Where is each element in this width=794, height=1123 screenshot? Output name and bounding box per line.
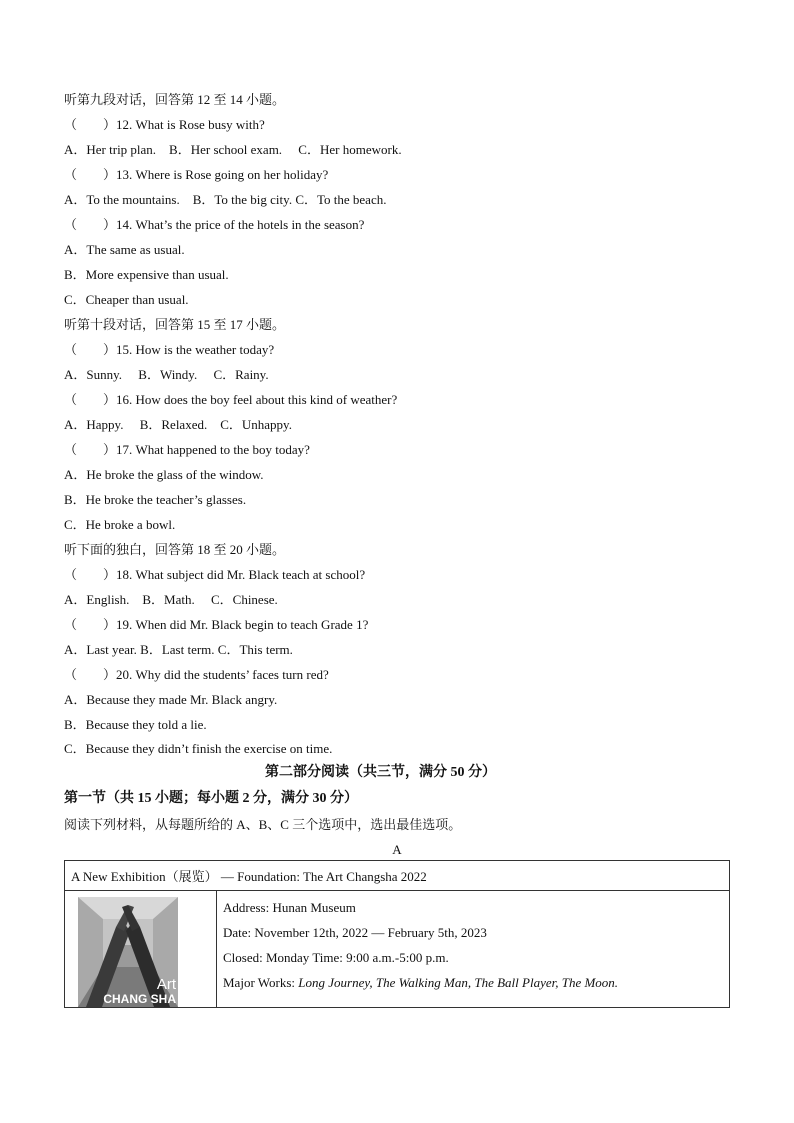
question-20-stem: （ ）20. Why did the students’ faces turn red? xyxy=(64,667,329,682)
question-13-stem: （ ）13. Where is Rose going on her holiday? xyxy=(64,167,329,182)
question-14-stem: （ ）14. What’s the price of the hotels in the season? xyxy=(64,217,365,232)
question-19-stem: （ ）19. When did Mr. Black begin to teach Grade 1? xyxy=(64,617,369,632)
part2-title: 第二部分阅读（共三节，满分 50 分） xyxy=(265,765,496,780)
question-18-options: A．English. B．Math. C．Chinese. xyxy=(64,592,278,607)
exhibition-details xyxy=(217,891,730,1008)
question-17-stem: （ ）17. What happened to the boy today? xyxy=(64,442,310,457)
section10-intro: 听第十段对话，回答第 15 至 17 小题。 xyxy=(64,317,286,332)
exhibition-image-cell xyxy=(65,891,217,1008)
section9-intro: 听第九段对话，回答第 12 至 14 小题。 xyxy=(64,92,286,107)
question-20-option-c: C．Because they didn’t finish the exercise on time. xyxy=(64,741,333,756)
section1-heading: 第一节（共 15 小题；每小题 2 分，满分 30 分） xyxy=(64,791,358,806)
question-12-options: A．Her trip plan. B．Her school exam. C．Her homework. xyxy=(64,142,402,157)
question-20-option-a: A．Because they made Mr. Black angry. xyxy=(64,692,278,707)
exhibition-header: A New Exhibition（展览） — Foundation: The Art Changsha 2022 xyxy=(65,861,730,891)
exhibition-poster-image xyxy=(78,897,178,1007)
question-16-options: A．Happy. B．Relaxed. C．Unhappy. xyxy=(64,417,292,432)
question-17-option-b: B．He broke the teacher’s glasses. xyxy=(64,492,247,507)
exhibition-major-works xyxy=(223,970,723,995)
exhibition-table xyxy=(64,860,730,1008)
question-19-options: A．Last year. B．Last term. C．This term. xyxy=(64,642,293,657)
exhibition-address: Address: Hunan Museum xyxy=(223,900,356,915)
major-works-list: Long Journey, The Walking Man, The Ball Player, The Moon. xyxy=(298,975,619,990)
passage-label: A xyxy=(392,842,402,857)
question-20-option-b: B．Because they told a lie. xyxy=(64,717,207,732)
question-15-options: A．Sunny. B．Windy. C．Rainy. xyxy=(64,367,269,382)
question-17-option-c: C．He broke a bowl. xyxy=(64,517,176,532)
question-13-options: A．To the mountains. B．To the big city. C．To the beach. xyxy=(64,192,387,207)
question-17-option-a: A．He broke the glass of the window. xyxy=(64,467,264,482)
poster-city-text: CHANG SHA xyxy=(103,992,176,1006)
exhibition-closed-time: Closed: Monday Time: 9:00 a.m.-5:00 p.m. xyxy=(223,950,449,965)
question-18-stem: （ ）18. What subject did Mr. Black teach at school? xyxy=(64,567,366,582)
exhibition-date: Date: November 12th, 2022 — February 5th, 2023 xyxy=(223,925,487,940)
question-14-option-a: A．The same as usual. xyxy=(64,242,185,257)
monologue-intro: 听下面的独白，回答第 18 至 20 小题。 xyxy=(64,542,286,557)
question-16-stem: （ ）16. How does the boy feel about this kind of weather? xyxy=(64,392,398,407)
question-14-option-b: B．More expensive than usual. xyxy=(64,267,229,282)
reading-instruction: 阅读下列材料，从每题所给的 A、B、C 三个选项中，选出最佳选项。 xyxy=(64,817,462,832)
question-14-option-c: C．Cheaper than usual. xyxy=(64,292,189,307)
question-15-stem: （ ）15. How is the weather today? xyxy=(64,342,275,357)
question-12-stem: （ ）12. What is Rose busy with? xyxy=(64,117,265,132)
poster-art-text: Art xyxy=(156,976,176,993)
major-works-label: Major Works: xyxy=(223,975,299,990)
